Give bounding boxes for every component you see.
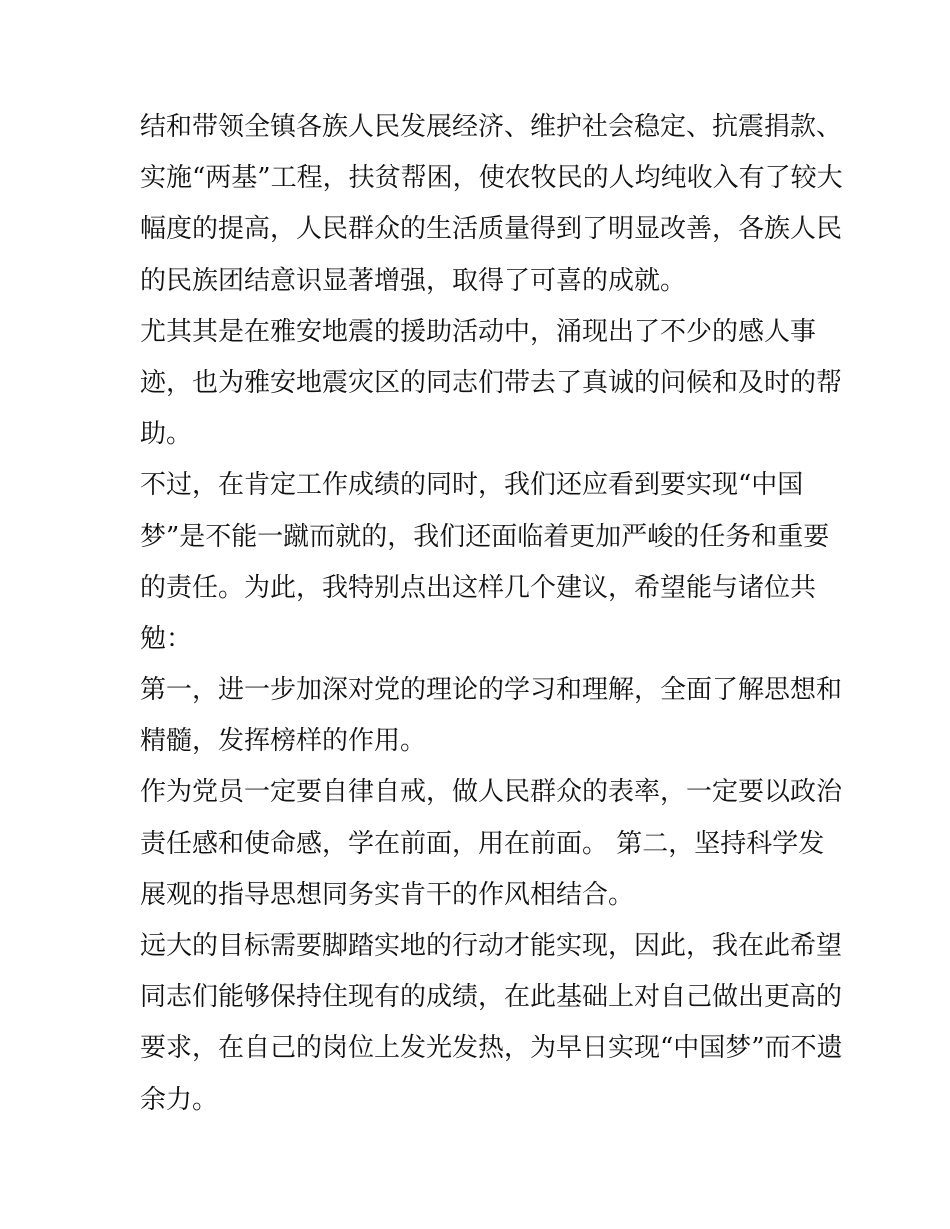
- text-line: 尤其其是在雅安地震的援助活动中，涌现出了不少的感人事: [140, 316, 817, 347]
- text-line: 迹，也为雅安地震灾区的同志们带去了真诚的问候和及时的帮: [140, 367, 843, 398]
- text-line: 实施“两基”工程，扶贫帮困，使农牧民的人均纯收入有了较大: [140, 163, 843, 194]
- text-line: 远大的目标需要脚踏实地的行动才能实现，因此，我在此希望: [140, 931, 843, 961]
- text-line: 精髓，发挥榜样的作用。: [140, 726, 427, 757]
- text-line: 不过，在肯定工作成绩的同时，我们还应看到要实现“中国: [140, 470, 804, 501]
- text-line: 幅度的提高，人民群众的生活质量得到了明显改善，各族人民: [140, 214, 843, 245]
- text-line: 第一，进一步加深对党的理论的学习和理解，全面了解思想和: [140, 675, 843, 706]
- text-line: 展观的指导思想同务实肯干的作风相结合。: [140, 879, 635, 910]
- text-line: 结和带领全镇各族人民发展经济、维护社会稳定、抗震捐款、: [140, 112, 843, 142]
- text-line: 责任感和使命感，学在前面，用在前面。 第二，坚持科学发: [140, 828, 825, 859]
- text-line: 梦”是不能一蹴而就的，我们还面临着更加严峻的任务和重要: [140, 521, 830, 552]
- text-line: 作为党员一定要自律自戒，做人民群众的表率，一定要以政治: [140, 777, 843, 808]
- text-line: 的责任。为此，我特别点出这样几个建议，希望能与诸位共: [140, 572, 817, 603]
- text-line: 助。: [140, 419, 193, 450]
- text-line: 勉：: [140, 623, 193, 654]
- body-text: [140, 102, 843, 1126]
- text-line: 要求，在自己的岗位上发光发热，为早日实现“中国梦”而不遗: [140, 1033, 843, 1064]
- text-line: 的民族团结意识显著增强，取得了可喜的成就。: [140, 265, 687, 296]
- text-line: 余力。: [140, 1084, 219, 1115]
- text-line: 同志们能够保持住现有的成绩，在此基础上对自己做出更高的: [140, 982, 843, 1013]
